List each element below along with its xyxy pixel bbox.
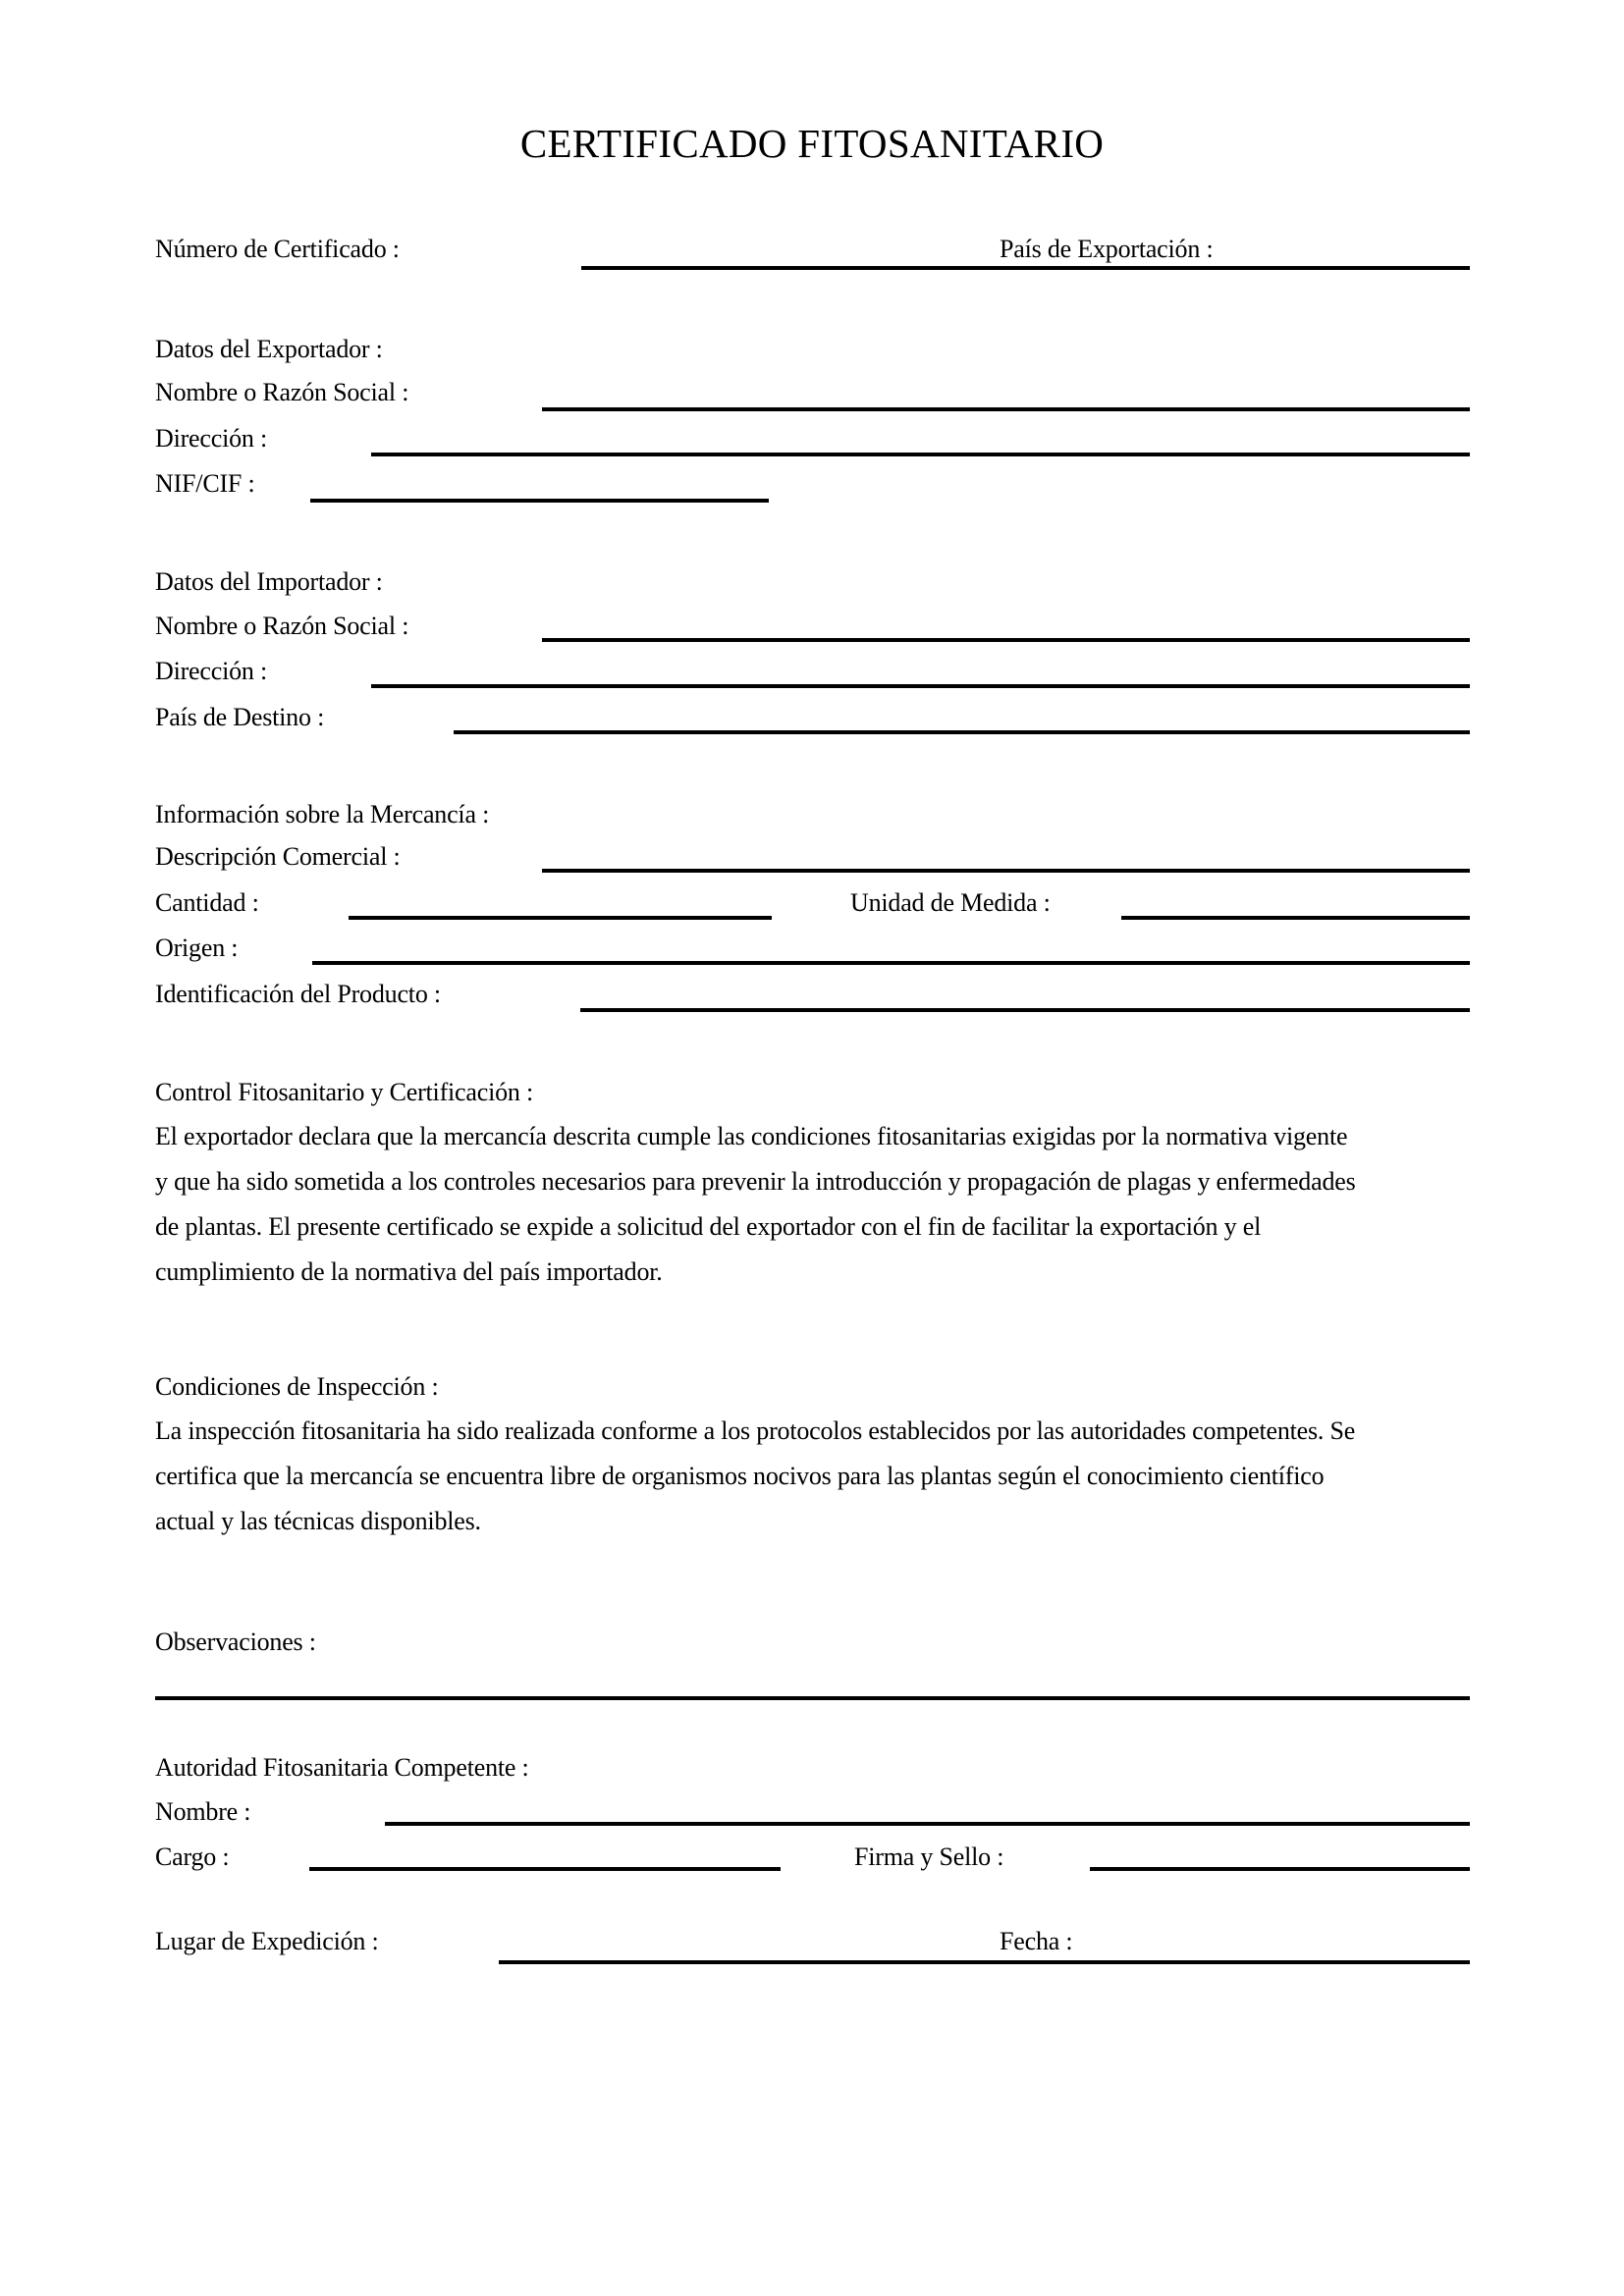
inspection-paragraph-line: certifica que la mercancía se encuentra libre de organismos nocivos para las plantas según el conocimiento científico — [155, 1462, 1325, 1490]
observations-section-heading: Observaciones : — [155, 1628, 316, 1656]
inspection-section-heading: Condiciones de Inspección : — [155, 1372, 439, 1401]
quantity-field-line — [349, 916, 772, 920]
exporter-address-field-line — [371, 453, 1470, 456]
authority-role-field-line — [309, 1867, 781, 1871]
product-id-field-line — [580, 1008, 1470, 1012]
origin-field-line — [312, 961, 1470, 965]
importer-address-label: Dirección : — [155, 657, 268, 685]
commercial-description-field-line — [542, 869, 1470, 873]
issue-place-label: Lugar de Expedición : — [155, 1927, 379, 1955]
inspection-paragraph-line: actual y las técnicas disponibles. — [155, 1507, 481, 1535]
exporter-section-heading: Datos del Exportador : — [155, 335, 383, 363]
inspection-paragraph-line: La inspección fitosanitaria ha sido realizada conforme a los protocolos establecidos por las autoridades competentes. Se — [155, 1416, 1356, 1445]
export-country-label: País de Exportación : — [1000, 235, 1214, 263]
control-paragraph-line: El exportador declara que la mercancía descrita cumple las condiciones fitosanitarias exigidas por la normativa vigente — [155, 1122, 1348, 1150]
authority-name-label: Nombre : — [155, 1797, 251, 1826]
importer-address-field-line — [371, 684, 1470, 688]
control-paragraph-line: cumplimiento de la normativa del país importador. — [155, 1257, 663, 1286]
signature-seal-field-line — [1090, 1867, 1470, 1871]
authority-name-field-line — [385, 1822, 1470, 1826]
destination-country-label: País de Destino : — [155, 703, 325, 731]
certificate-number-label: Número de Certificado : — [155, 235, 400, 263]
exporter-address-label: Dirección : — [155, 424, 268, 453]
control-paragraph-line: y que ha sido sometida a los controles necesarios para prevenir la introducción y propagación de plagas y enfermedades — [155, 1167, 1356, 1196]
control-paragraph-line: de plantas. El presente certificado se expide a solicitud del exportador con el fin de facilitar la exportación y el — [155, 1212, 1262, 1241]
control-section-heading: Control Fitosanitario y Certificación : — [155, 1078, 534, 1106]
exporter-tax-id-label: NIF/CIF : — [155, 469, 255, 498]
unit-of-measure-label: Unidad de Medida : — [850, 888, 1051, 917]
destination-country-field-line — [454, 730, 1470, 734]
importer-name-label: Nombre o Razón Social : — [155, 612, 409, 640]
exporter-name-label: Nombre o Razón Social : — [155, 378, 409, 406]
quantity-label: Cantidad : — [155, 888, 259, 917]
signature-seal-label: Firma y Sello : — [854, 1842, 1004, 1871]
control-paragraph — [155, 1114, 1356, 1295]
product-id-label: Identificación del Producto : — [155, 980, 441, 1008]
authority-role-label: Cargo : — [155, 1842, 230, 1871]
issue-place-field-line — [499, 1960, 1470, 1964]
commercial-description-label: Descripción Comercial : — [155, 842, 401, 871]
authority-section-heading: Autoridad Fitosanitaria Competente : — [155, 1753, 529, 1782]
page-title: CERTIFICADO FITOSANITARIO — [519, 121, 1105, 166]
observations-field-line — [155, 1696, 1470, 1700]
origin-label: Origen : — [155, 934, 239, 962]
exporter-tax-id-field-line — [310, 499, 769, 503]
unit-of-measure-field-line — [1121, 916, 1470, 920]
importer-name-field-line — [542, 638, 1470, 642]
certificate-number-field-line — [581, 266, 1470, 270]
merchandise-section-heading: Información sobre la Mercancía : — [155, 800, 490, 828]
exporter-name-field-line — [542, 407, 1470, 411]
importer-section-heading: Datos del Importador : — [155, 567, 383, 596]
inspection-paragraph — [155, 1409, 1355, 1544]
issue-date-label: Fecha : — [1000, 1927, 1073, 1955]
